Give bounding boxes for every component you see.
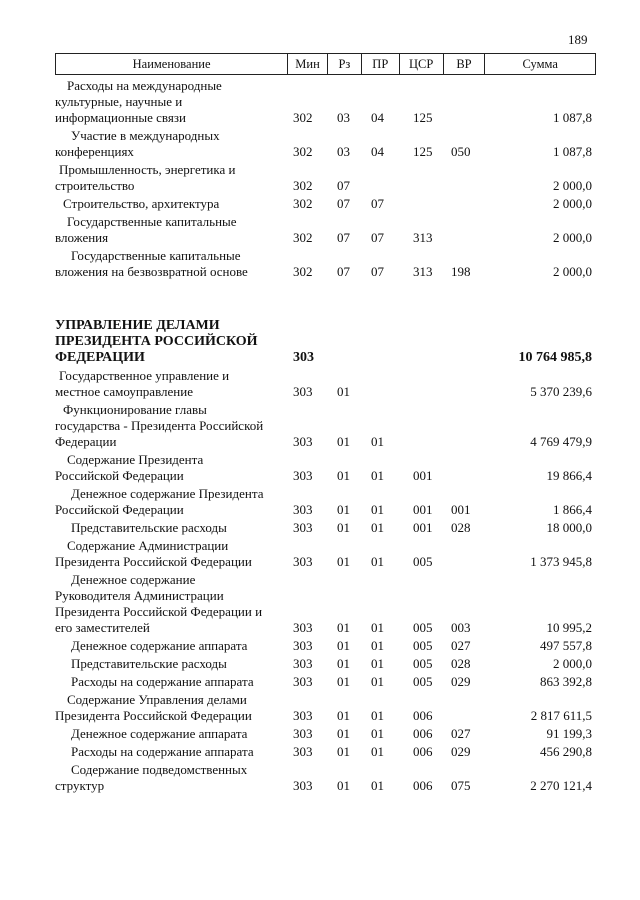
cell-vr: 075 [451, 778, 471, 793]
row-name [55, 196, 287, 212]
row-name-line: структур [55, 778, 105, 793]
table-row [55, 214, 596, 246]
cell-rz: 07 [337, 178, 350, 193]
row-name-line: Расходы на международные [67, 78, 222, 93]
cell-min: 303 [293, 384, 313, 399]
cell-csr: 001 [413, 502, 433, 517]
cell-min: 303 [293, 350, 314, 365]
cell-rz: 03 [337, 144, 350, 159]
row-name [55, 248, 287, 280]
header-csr: ЦСР [399, 54, 443, 74]
cell-pr: 01 [371, 726, 384, 741]
cell-pr: 01 [371, 502, 384, 517]
row-name [55, 538, 287, 570]
cell-sum: 10 764 985,8 [518, 350, 592, 365]
cell-rz: 01 [337, 674, 350, 689]
table-body [55, 78, 596, 796]
cell-rz: 01 [337, 778, 350, 793]
row-name [55, 572, 287, 636]
cell-vr: 029 [451, 744, 471, 759]
row-name-line: государства - Президента Российской [55, 418, 264, 433]
row-name-line: конференциях [55, 144, 134, 159]
table-row [55, 656, 596, 672]
row-name-line: вложения [55, 230, 109, 245]
row-name-line: Государственные капитальные [71, 248, 241, 263]
cell-min: 302 [293, 196, 313, 211]
section-heading-row [55, 318, 596, 366]
cell-min: 303 [293, 502, 313, 517]
row-name [55, 656, 287, 672]
row-name-line: культурные, научные и [55, 94, 183, 109]
row-name-line: Президента Российской Федерации [55, 554, 252, 569]
cell-csr: 005 [413, 656, 433, 671]
cell-rz: 07 [337, 264, 350, 279]
table-row [55, 726, 596, 742]
cell-pr: 07 [371, 230, 384, 245]
cell-vr: 029 [451, 674, 471, 689]
row-name-line: его заместителей [55, 620, 150, 635]
row-name [55, 762, 287, 794]
row-name [55, 520, 287, 536]
cell-vr: 027 [451, 638, 471, 653]
page-number: 189 [568, 32, 588, 47]
cell-csr: 001 [413, 520, 433, 535]
row-name-line: Федерации [55, 434, 117, 449]
row-name-line: Участие в международных [71, 128, 220, 143]
section-gap [55, 282, 596, 318]
row-name-line: Президента Российской Федерации и [55, 604, 263, 619]
table-row [55, 762, 596, 794]
cell-sum: 1 866,4 [553, 502, 592, 517]
cell-min: 303 [293, 638, 313, 653]
row-name-line: Содержание Администрации [67, 538, 229, 553]
header-name: Наименование [132, 56, 211, 71]
cell-min: 302 [293, 264, 313, 279]
table-row [55, 248, 596, 280]
row-name [55, 674, 287, 690]
table-row [55, 128, 596, 160]
row-name [55, 162, 287, 194]
row-name [55, 128, 287, 160]
cell-min: 302 [293, 178, 313, 193]
cell-sum: 2 000,0 [553, 656, 592, 671]
table-row [55, 538, 596, 570]
cell-min: 302 [293, 230, 313, 245]
cell-pr: 01 [371, 620, 384, 635]
cell-pr: 01 [371, 468, 384, 483]
table-row [55, 692, 596, 724]
cell-csr: 001 [413, 468, 433, 483]
cell-min: 303 [293, 656, 313, 671]
cell-rz: 07 [337, 230, 350, 245]
table-row [55, 572, 596, 636]
cell-csr: 006 [413, 778, 433, 793]
cell-vr: 001 [451, 502, 471, 517]
cell-min: 302 [293, 144, 313, 159]
cell-csr: 005 [413, 554, 433, 569]
row-name-line: Строительство, архитектура [63, 196, 220, 211]
cell-csr: 313 [413, 264, 433, 279]
row-name-line: Представительские расходы [71, 656, 227, 671]
table-row [55, 520, 596, 536]
cell-min: 303 [293, 468, 313, 483]
cell-sum: 1 373 945,8 [530, 554, 592, 569]
cell-rz: 01 [337, 502, 350, 517]
row-name [55, 368, 287, 400]
cell-pr: 01 [371, 520, 384, 535]
table-row [55, 162, 596, 194]
table-row [55, 78, 596, 126]
cell-vr: 028 [451, 656, 471, 671]
cell-rz: 01 [337, 434, 350, 449]
table-row [55, 368, 596, 400]
row-name-line: Государственное управление и [59, 368, 230, 383]
table-row [55, 638, 596, 654]
row-name-line: Денежное содержание аппарата [71, 638, 248, 653]
cell-sum: 863 392,8 [540, 674, 592, 689]
cell-rz: 01 [337, 726, 350, 741]
cell-sum: 2 270 121,4 [530, 778, 592, 793]
row-name-line: Содержание подведомственных [71, 762, 248, 777]
cell-rz: 01 [337, 656, 350, 671]
row-name [55, 78, 287, 126]
row-name-line: строительство [55, 178, 135, 193]
row-name [55, 692, 287, 724]
table-row [55, 674, 596, 690]
table-row [55, 452, 596, 484]
cell-sum: 2 817 611,5 [530, 708, 592, 723]
row-name-line: Содержание Президента [67, 452, 204, 467]
cell-sum: 5 370 239,6 [530, 384, 592, 399]
row-name [55, 452, 287, 484]
header-sum: Сумма [484, 54, 595, 74]
cell-min: 303 [293, 520, 313, 535]
cell-pr: 01 [371, 554, 384, 569]
header-min: Мин [287, 54, 327, 74]
cell-rz: 01 [337, 638, 350, 653]
cell-rz: 03 [337, 110, 350, 125]
cell-rz: 01 [337, 468, 350, 483]
cell-sum: 91 199,3 [546, 726, 592, 741]
row-name-line: Представительские расходы [71, 520, 227, 535]
row-name-line: Денежное содержание [71, 572, 196, 587]
row-name-line: ФЕДЕРАЦИИ [55, 350, 145, 365]
cell-csr: 006 [413, 726, 433, 741]
cell-pr: 01 [371, 708, 384, 723]
cell-pr: 04 [371, 110, 384, 125]
cell-vr: 028 [451, 520, 471, 535]
cell-pr: 07 [371, 196, 384, 211]
cell-pr: 01 [371, 434, 384, 449]
cell-pr: 01 [371, 656, 384, 671]
cell-min: 303 [293, 674, 313, 689]
row-name [55, 486, 287, 518]
row-name-line: Российской Федерации [55, 468, 184, 483]
cell-rz: 01 [337, 520, 350, 535]
table-row [55, 744, 596, 760]
row-name-line: Содержание Управления делами [67, 692, 247, 707]
row-name-line: УПРАВЛЕНИЕ ДЕЛАМИ [55, 318, 220, 333]
row-name-line: Промышленность, энергетика и [59, 162, 236, 177]
header-pr: ПР [361, 54, 399, 74]
cell-csr: 006 [413, 708, 433, 723]
cell-rz: 01 [337, 554, 350, 569]
row-name-line: Руководителя Администрации [55, 588, 224, 603]
header-vr: ВР [443, 54, 485, 74]
row-name-line: Расходы на содержание аппарата [71, 674, 254, 689]
cell-sum: 2 000,0 [553, 196, 592, 211]
cell-rz: 01 [337, 620, 350, 635]
cell-sum: 18 000,0 [546, 520, 592, 535]
cell-sum: 4 769 479,9 [530, 434, 592, 449]
row-name-line: Государственные капитальные [67, 214, 237, 229]
row-name [55, 402, 287, 450]
cell-sum: 19 866,4 [546, 468, 592, 483]
cell-vr: 003 [451, 620, 471, 635]
cell-min: 302 [293, 110, 313, 125]
cell-sum: 456 290,8 [540, 744, 592, 759]
cell-csr: 005 [413, 638, 433, 653]
row-name [55, 214, 287, 246]
cell-csr: 125 [413, 144, 433, 159]
row-name [55, 318, 287, 366]
cell-vr: 198 [451, 264, 471, 279]
cell-pr: 07 [371, 264, 384, 279]
row-name [55, 744, 287, 760]
cell-vr: 050 [451, 144, 471, 159]
row-name [55, 726, 287, 742]
cell-rz: 07 [337, 196, 350, 211]
cell-csr: 005 [413, 620, 433, 635]
cell-rz: 01 [337, 708, 350, 723]
cell-min: 303 [293, 744, 313, 759]
row-name [55, 638, 287, 654]
table-row [55, 486, 596, 518]
cell-sum: 10 995,2 [546, 620, 592, 635]
cell-min: 303 [293, 726, 313, 741]
cell-pr: 01 [371, 638, 384, 653]
row-name-line: вложения на безвозвратной основе [55, 264, 248, 279]
cell-csr: 006 [413, 744, 433, 759]
cell-pr: 01 [371, 674, 384, 689]
cell-min: 303 [293, 434, 313, 449]
row-name-line: Российской Федерации [55, 502, 184, 517]
row-name-line: Функционирование главы [63, 402, 207, 417]
cell-min: 303 [293, 708, 313, 723]
cell-min: 303 [293, 620, 313, 635]
cell-sum: 2 000,0 [553, 178, 592, 193]
row-name-line: местное самоуправление [55, 384, 193, 399]
cell-min: 303 [293, 778, 313, 793]
table-row [55, 196, 596, 212]
cell-pr: 04 [371, 144, 384, 159]
cell-min: 303 [293, 554, 313, 569]
cell-sum: 1 087,8 [553, 144, 592, 159]
row-name-line: Расходы на содержание аппарата [71, 744, 254, 759]
cell-csr: 005 [413, 674, 433, 689]
row-name-line: Президента Российской Федерации [55, 708, 252, 723]
cell-sum: 2 000,0 [553, 264, 592, 279]
row-name-line: информационные связи [55, 110, 186, 125]
row-name-line: Денежное содержание аппарата [71, 726, 248, 741]
cell-pr: 01 [371, 778, 384, 793]
table-row [55, 402, 596, 450]
cell-pr: 01 [371, 744, 384, 759]
cell-sum: 497 557,8 [540, 638, 592, 653]
cell-sum: 2 000,0 [553, 230, 592, 245]
row-name-line: Денежное содержание Президента [71, 486, 264, 501]
cell-csr: 313 [413, 230, 433, 245]
cell-vr: 027 [451, 726, 471, 741]
cell-sum: 1 087,8 [553, 110, 592, 125]
header-rz: Рз [327, 54, 361, 74]
cell-rz: 01 [337, 744, 350, 759]
row-name-line: ПРЕЗИДЕНТА РОССИЙСКОЙ [55, 334, 258, 349]
table-header [55, 53, 596, 75]
cell-csr: 125 [413, 110, 433, 125]
cell-rz: 01 [337, 384, 350, 399]
